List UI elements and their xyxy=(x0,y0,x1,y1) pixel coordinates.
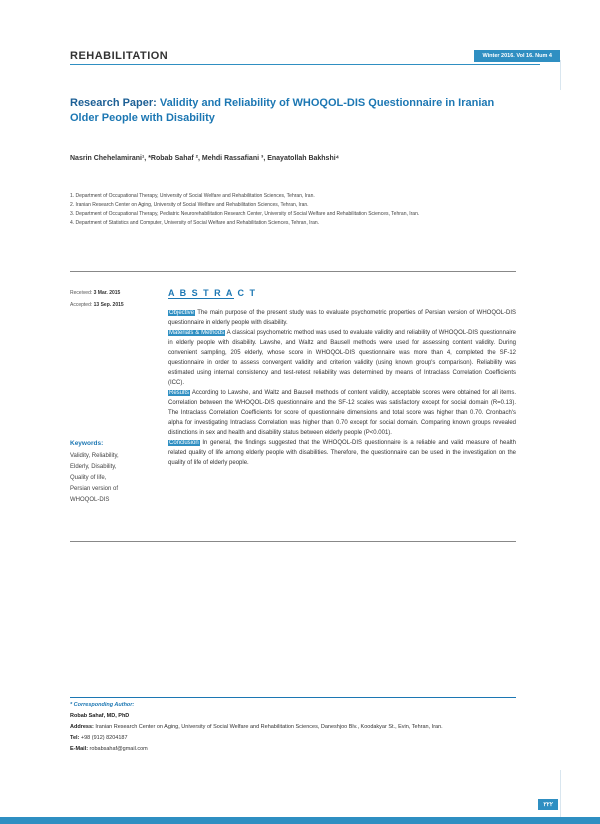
email-label: E-Mail: xyxy=(70,746,89,752)
objective-text: The main purpose of the present study was to evaluate psychometric properties of Persian version of WHOQOL-DIS questionnaire in elderly people with disability. xyxy=(168,310,516,326)
methods-text: A classical psychometric method was used to evaluate validity and reliability of WHOQOL-DIS questionnaire in elderly people with disability. Lawshe, and Waltz and Bausell methods were used for assessing content validity. During convenient sampling, 205 elderly, whose score in WHOQOL-DIS questionnaire was more than 4, completed the SF-12 questionnaire in order to assess convergent validity and criterion validity (using known group's comparison). Reliability was estimated using internal consistency and test-retest reliability was determined by means of Intraclass Correlation Coefficients (ICC). xyxy=(168,330,516,386)
keyword-item: Persian version of xyxy=(70,486,119,492)
margin-line-top xyxy=(560,60,561,90)
keyword-item: Quality of life, xyxy=(70,475,107,481)
affiliation-item: 4. Department of Statistics and Computer, University of Social Welfare and Rehabilitation Sciences, Tehran, Iran. xyxy=(70,220,320,226)
results-tag: Results xyxy=(169,390,190,396)
paper-title xyxy=(70,96,510,126)
author-list: Nasrin Chehelamirani¹, *Robab Sahaf ², Mehdi Rassafiani ³, Enayatollah Bakhshi⁴ xyxy=(70,155,340,162)
objective-tag: Objective xyxy=(169,310,195,316)
accepted-date: 13 Sep. 2015 xyxy=(93,302,124,308)
corresponding-author-block xyxy=(70,700,540,755)
corresponding-name: Robab Sahaf, MD, PhD xyxy=(70,713,130,719)
methods-tag: Materials & Methods xyxy=(169,330,225,336)
tel-label: Tel: xyxy=(70,735,80,741)
conclusion-text: In general, the findings suggested that the WHOQOL-DIS questionnaire is a reliable and valid measure of health related quality of life among elderly people with disabilities. Therefore, the questionnaire can be used in the investigation on the quality of life of elderly people. xyxy=(168,440,516,466)
journal-name: REHABILITATION xyxy=(70,50,169,62)
tel-text: +98 (912) 8204187 xyxy=(79,735,128,741)
abstract-objective xyxy=(168,308,516,328)
affiliation-item: 3. Department of Occupational Therapy, Pediatric Neurorehabilitation Research Center, University of Social Welfare and Rehabilitation Sciences, Tehran, Iran. xyxy=(70,211,420,217)
received-label: Received: xyxy=(70,290,94,296)
issue-badge: Winter 2016. Vol 16. Num 4 xyxy=(474,50,560,62)
footer-bar xyxy=(0,817,600,824)
affiliation-item: 1. Department of Occupational Therapy, University of Social Welfare and Rehabilitation Sciences, Tehran, Iran. xyxy=(70,193,315,199)
email-text[interactable]: robabsahaf@gmail.com xyxy=(88,746,148,752)
abstract-conclusion xyxy=(168,438,516,468)
paper-type-label: Research Paper: xyxy=(70,97,157,109)
keyword-item: Elderly, Disability, xyxy=(70,464,117,470)
keyword-item: Validity, Reliability, xyxy=(70,453,119,459)
page-number: ۲۲۲ xyxy=(538,799,558,810)
dates-block xyxy=(70,287,150,311)
corresponding-divider xyxy=(70,697,516,698)
paper-title-text: Validity and Reliability of WHOQOL-DIS Questionnaire in Iranian Older People with Disability xyxy=(70,97,495,124)
keywords-heading: Keywords: xyxy=(70,440,104,447)
abstract-results xyxy=(168,388,516,438)
abstract-heading: A B S T R A C T xyxy=(168,288,257,298)
conclusion-tag: Conclusion xyxy=(169,440,199,446)
address-label: Address: xyxy=(70,724,94,730)
received-date: 3 Mar. 2015 xyxy=(93,290,121,296)
section-divider-top xyxy=(70,271,516,272)
affiliations xyxy=(70,192,530,228)
margin-line-bottom xyxy=(560,770,561,817)
affiliation-item: 2. Iranian Research Center on Aging, University of Social Welfare and Rehabilitation Sciences, Tehran, Iran. xyxy=(70,202,309,208)
abstract-methods xyxy=(168,328,516,388)
corresponding-heading: * Corresponding Author: xyxy=(70,702,135,708)
results-text: According to Lawshe, and Waltz and Bausell methods of content validity, acceptable scores were obtained for all items. Correlation between the WHOQOL-DIS questionnaire and the SF-12 scales was satisfactory except for social domain (R=0.13). The Intraclass Correlation Coefficients for score of questionnaire dimensions and total score was higher than 0.70. Cronbach's alpha for investigating Intraclass Correlation was higher than 0.70 except for social domain. Comparing known groups revealed distinctions in sex and health and disability status between elderly people (P<0.001). xyxy=(168,390,516,436)
abstract-heading-underline xyxy=(168,298,234,299)
keywords-list xyxy=(70,451,150,506)
section-divider-bottom xyxy=(70,541,516,542)
keyword-item: WHOQOL-DIS xyxy=(70,497,110,503)
accepted-label: Accepted: xyxy=(70,302,94,308)
header-rule xyxy=(70,64,540,65)
address-text: Iranian Research Center on Aging, University of Social Welfare and Rehabilitation Sciences, Daneshjoo Blv., Koodakyar St., Evin, Tehran, Iran. xyxy=(93,724,443,730)
abstract-body xyxy=(168,308,516,468)
